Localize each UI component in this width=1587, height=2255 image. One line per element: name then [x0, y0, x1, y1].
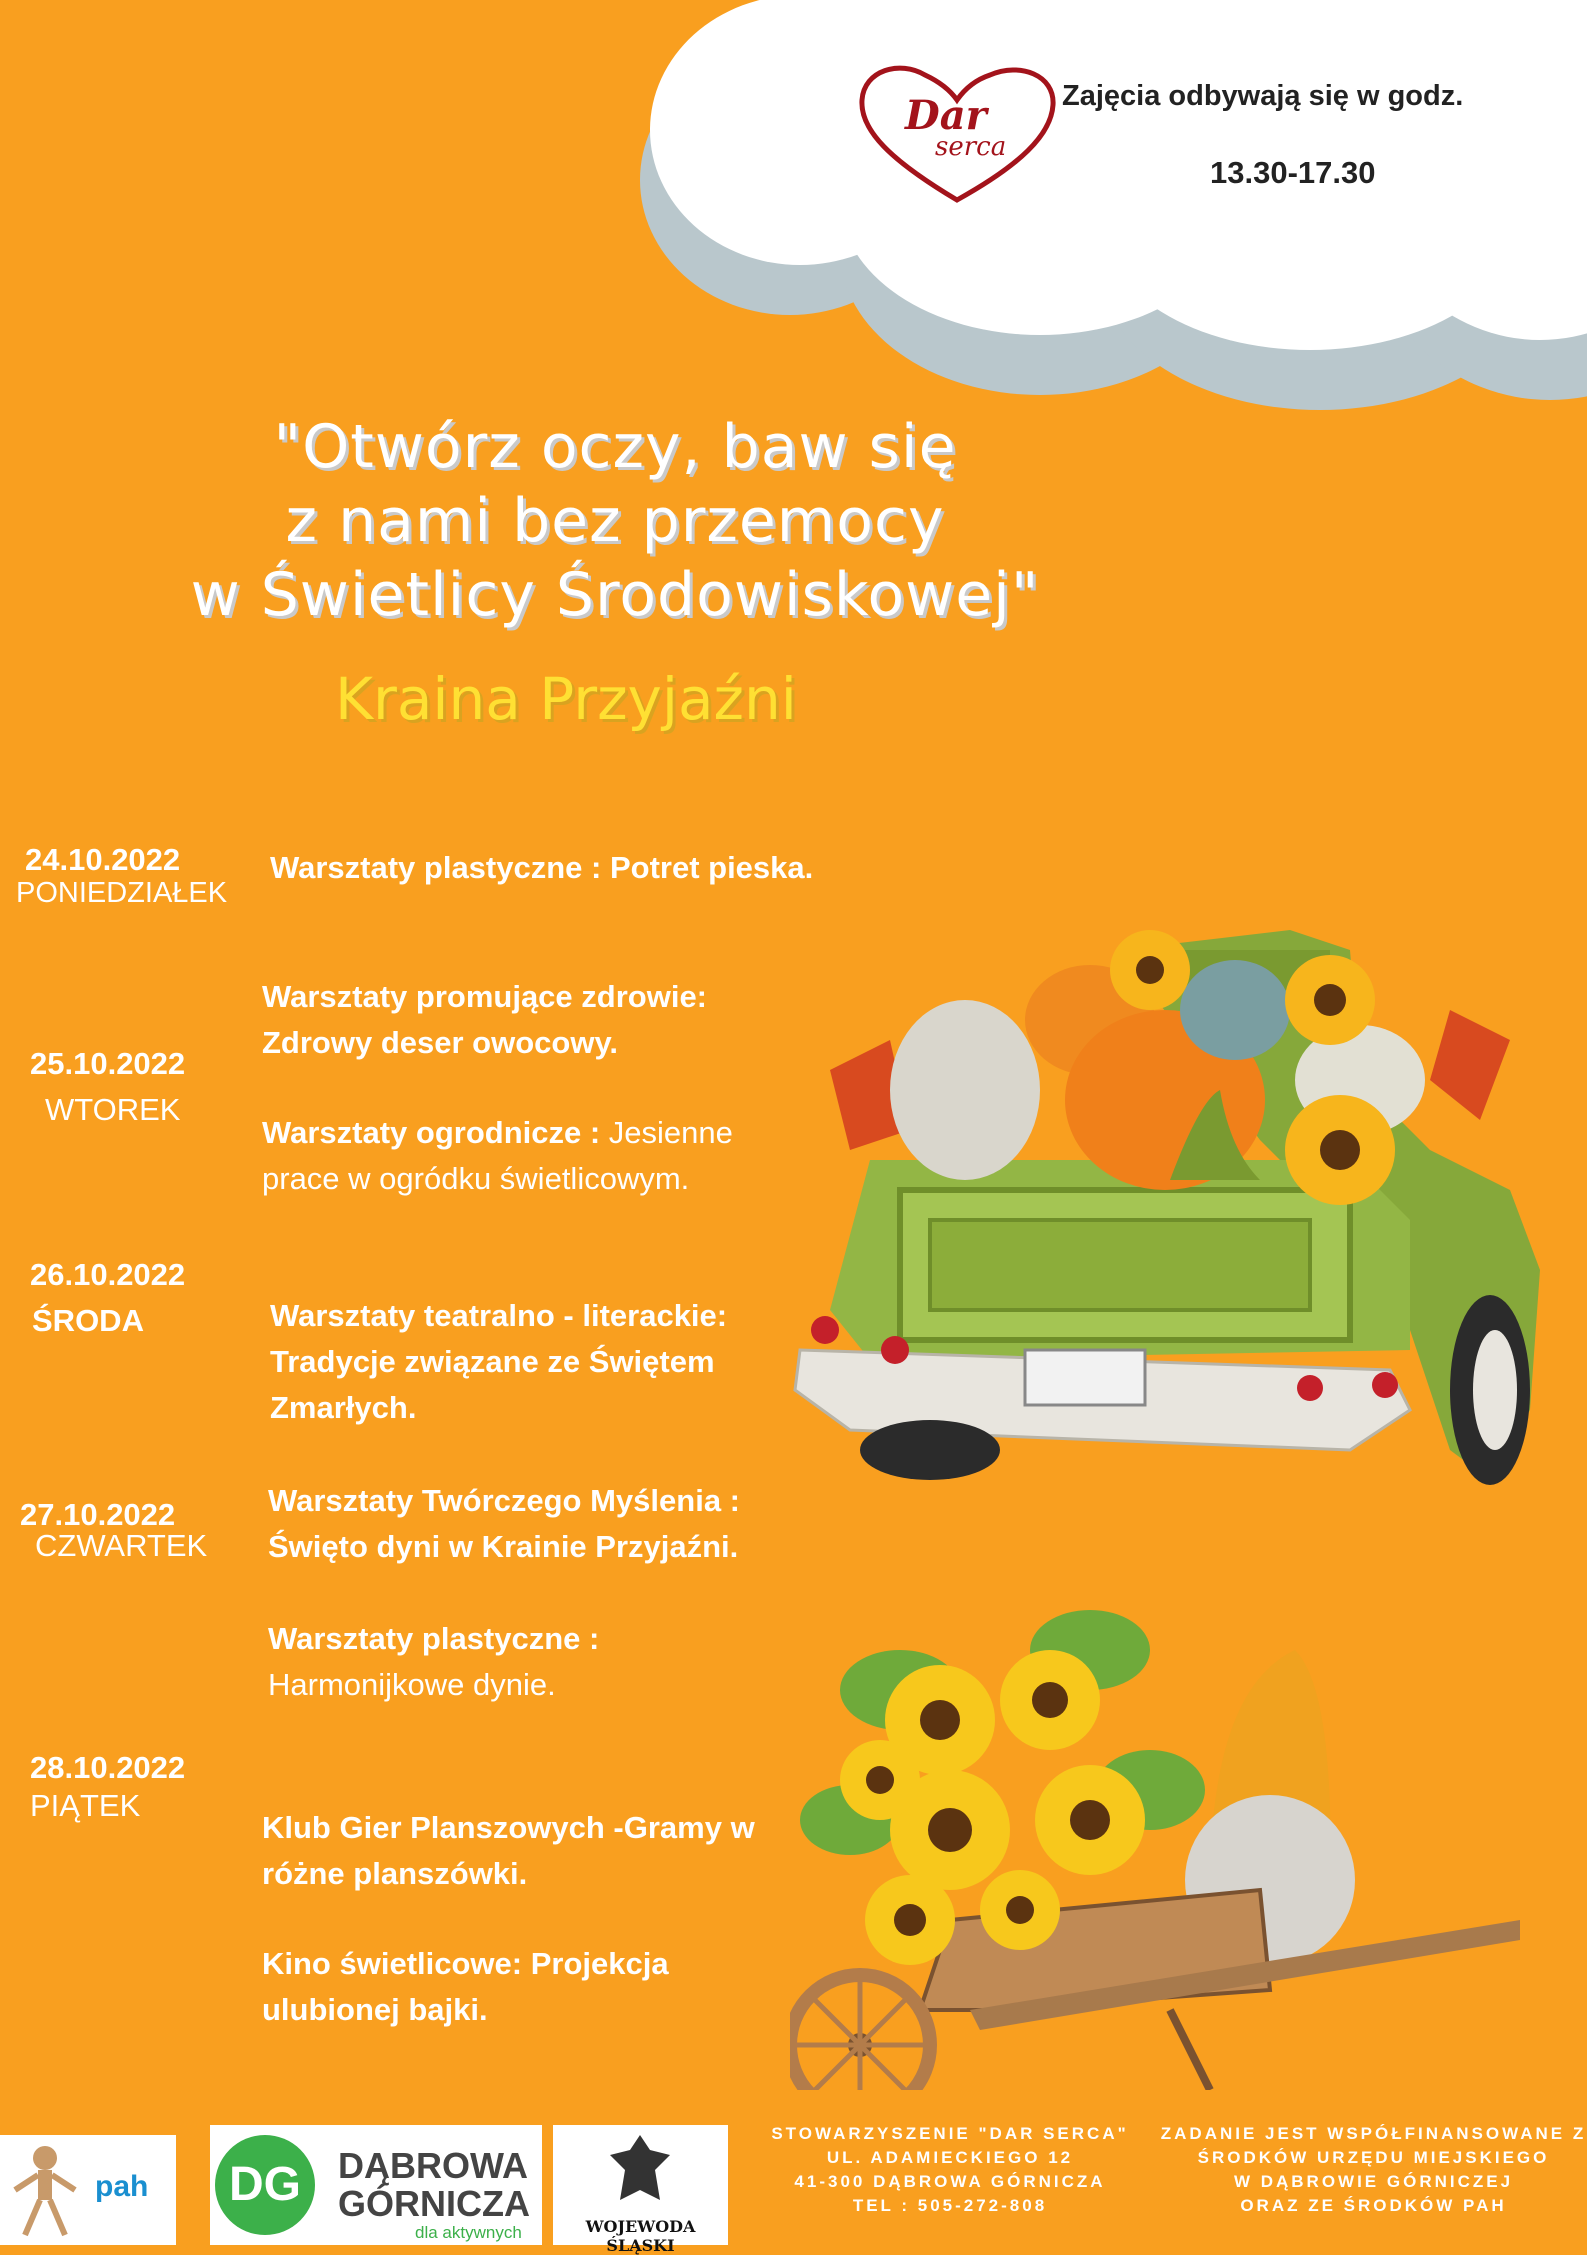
day-4: CZWARTEK	[35, 1528, 208, 1563]
title-line-3: w Świetlicy Środowiskowej"	[190, 560, 1040, 630]
activity-5a	[262, 1805, 755, 1897]
date-4: 27.10.2022	[20, 1497, 176, 1532]
activity-3-line1: Warsztaty teatralno - literackie:	[270, 1298, 728, 1333]
activity-4a-line2: Święto dyni w Krainie Przyjaźni.	[268, 1529, 739, 1564]
org-line-3: 41-300 DĄBROWA GÓRNICZA	[794, 2172, 1106, 2191]
date-5: 28.10.2022	[30, 1750, 186, 1785]
activity-4a	[268, 1478, 740, 1570]
funding-line-1: ZADANIE JEST WSPÓŁFINANSOWANE Z	[1160, 2124, 1587, 2143]
puppet-figure-icon	[10, 2140, 80, 2240]
funding-line-2: ŚRODKÓW URZĘDU MIEJSKIEGO	[1197, 2148, 1550, 2167]
activity-5a-line2: różne planszówki.	[262, 1856, 528, 1891]
funding-note	[1160, 2122, 1587, 2218]
date-2: 25.10.2022	[30, 1046, 186, 1081]
activity-2a-line2: Zdrowy deser owocowy.	[262, 1025, 619, 1060]
activity-5a-line1: Klub Gier Planszowych -Gramy w	[262, 1810, 755, 1845]
activity-2b-text: Jesienne	[600, 1115, 733, 1150]
dg-name-1: DĄBROWA	[338, 2145, 528, 2186]
organization-address	[755, 2122, 1145, 2218]
eagle-emblem-icon	[605, 2130, 675, 2210]
pah-logo	[0, 2135, 176, 2245]
logo-text-serca: serca	[935, 132, 1007, 162]
wheelbarrow-sunflowers-illustration	[790, 1590, 1520, 2090]
activity-5b	[262, 1941, 669, 2033]
org-line-4: TEL : 505-272-808	[852, 2196, 1048, 2215]
activity-4b-text: Harmonijkowe dynie.	[268, 1667, 556, 1702]
hours-value: 13.30-17.30	[1210, 155, 1376, 190]
activity-2b-text2: prace w ogródku świetlicowym.	[262, 1161, 690, 1196]
activity-2a	[262, 974, 707, 1066]
activity-1	[270, 845, 813, 891]
logo-text-dar: Dar	[905, 92, 987, 139]
day-5: PIĄTEK	[30, 1788, 141, 1823]
hours-label: Zajęcia odbywają się w godz.	[1062, 80, 1464, 112]
dg-tagline: dla aktywnych	[415, 2223, 522, 2242]
activity-3-line2: Tradycje związane ze Świętem	[270, 1344, 715, 1379]
org-line-2: UL. ADAMIECKIEGO 12	[826, 2148, 1074, 2167]
funding-line-3: W DĄBROWIE GÓRNICZEJ	[1233, 2172, 1514, 2191]
day-1: PONIEDZIAŁEK	[16, 877, 228, 909]
funding-line-4: ORAZ ZE ŚRODKÓW PAH	[1240, 2196, 1507, 2215]
activity-5b-line1: Kino świetlicowe: Projekcja	[262, 1946, 669, 1981]
dg-name-2: GÓRNICZA	[338, 2183, 530, 2224]
title-line-2: z nami bez przemocy	[285, 486, 945, 556]
activity-4b	[268, 1616, 599, 1708]
pah-label: pah	[95, 2170, 149, 2203]
subtitle: Kraina Przyjaźni	[335, 665, 797, 733]
activity-2a-line1: Warsztaty promujące zdrowie:	[262, 979, 708, 1014]
dg-mark: DG	[215, 2135, 315, 2235]
activity-5b-line2: ulubionej bajki.	[262, 1992, 488, 2027]
activity-4b-title: Warsztaty plastyczne :	[268, 1621, 600, 1656]
activity-3	[270, 1293, 727, 1431]
wojewoda-label: WOJEWODA ŚLĄSKI	[585, 2217, 696, 2255]
activity-3-line3: Zmarłych.	[270, 1390, 417, 1425]
activity-4a-line1: Warsztaty Twórczego Myślenia :	[268, 1483, 740, 1518]
wojewoda-logo	[553, 2125, 728, 2255]
activity-2b-title: Warsztaty ogrodnicze :	[262, 1115, 601, 1150]
date-3: 26.10.2022	[30, 1257, 186, 1292]
title-block	[120, 410, 1110, 632]
dabrowa-gornicza-logo	[210, 2125, 542, 2245]
truck-with-pumpkins-illustration	[790, 890, 1580, 1500]
activity-2b	[262, 1110, 733, 1202]
title-line-1: "Otwórz oczy, baw się	[273, 412, 957, 482]
dar-serca-logo	[850, 50, 1065, 215]
day-3: ŚRODA	[32, 1303, 144, 1338]
cloud-illustration	[620, 0, 1587, 420]
date-1: 24.10.2022	[25, 842, 181, 877]
activity-1-title: Warsztaty plastyczne : Potret pieska.	[270, 850, 814, 885]
org-line-1: STOWARZYSZENIE "DAR SERCA"	[771, 2124, 1129, 2143]
day-2: WTOREK	[45, 1092, 181, 1127]
